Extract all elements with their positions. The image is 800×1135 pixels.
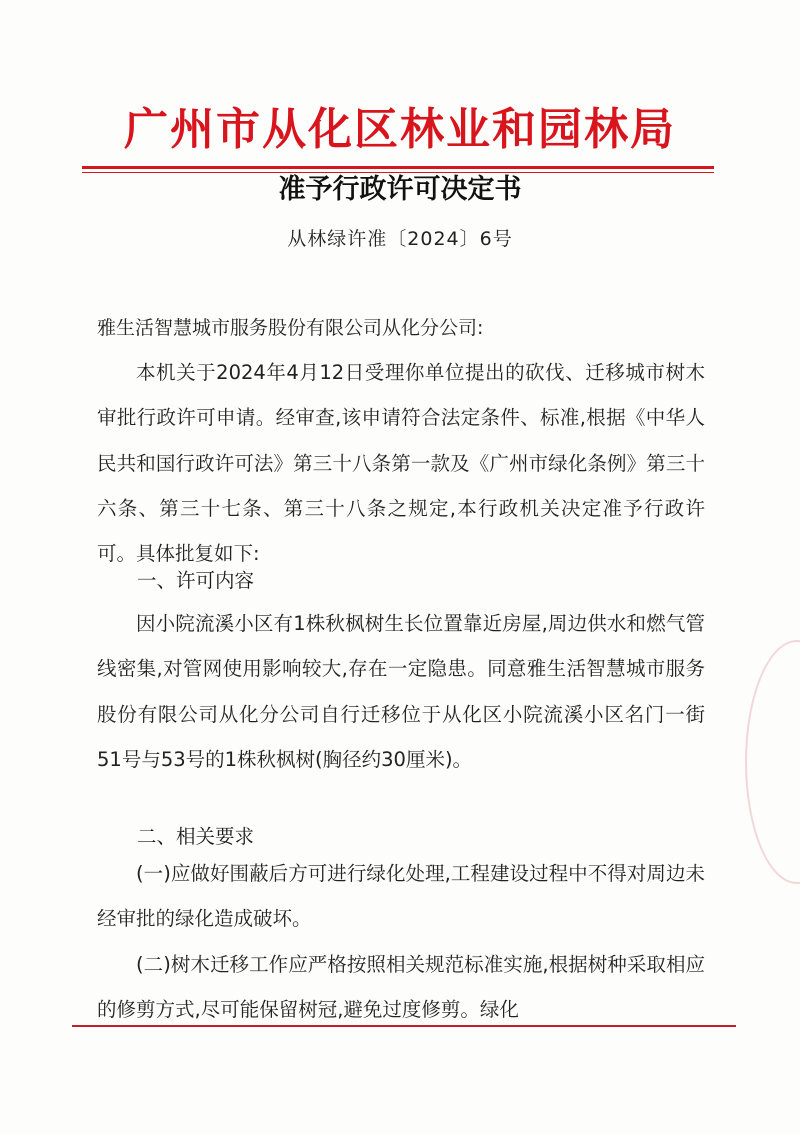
requirement-item-2: (二)树木迁移工作应严格按照相关规范标准实施,根据树种采取相应的修剪方式,尽可能保留树冠,避免过度修剪。绿化 xyxy=(97,953,705,1022)
addressee: 雅生活智慧城市服务股份有限公司从化分公司: xyxy=(97,317,484,339)
permit-content-paragraph: 因小院流溪小区有1株秋枫树生长位置靠近房屋,周边供水和燃气管线密集,对管网使用影响较大,存在一定隐患。同意雅生活智慧城市服务股份有限公司从化分公司自行迁移位于从化区小院流溪小区名门一街51号与53号的1株秋枫树(胸径约30厘米)。 xyxy=(97,612,705,771)
footer-rule xyxy=(72,1025,736,1027)
document-number: 从林绿许准〔2024〕6号 xyxy=(287,228,513,250)
section-heading-permit-content: 一、许可内容 xyxy=(137,569,255,592)
header-red-rule xyxy=(82,166,714,169)
seal-edge-mark xyxy=(745,640,800,884)
section-heading-requirements: 二、相关要求 xyxy=(137,825,255,848)
requirement-item-1: (一)应做好围蔽后方可进行绿化处理,工程建设过程中不得对周边未经审批的绿化造成破坏。 xyxy=(97,862,705,931)
document-title: 准予行政许可决定书 xyxy=(278,174,522,205)
intro-paragraph: 本机关于2024年4月12日受理你单位提出的砍伐、迁移城市树木审批行政许可申请。经审查,该申请符合法定条件、标准,根据《中华人民共和国行政许可法》第三十八条第一款及《广州市绿化条例》第三十六条、第三十七条、第三十八条之规定,本行政机关决定准予行政许可。具体批复如下: xyxy=(97,361,705,566)
issuing-organization: 广州市从化区林业和园林局 xyxy=(124,104,676,155)
